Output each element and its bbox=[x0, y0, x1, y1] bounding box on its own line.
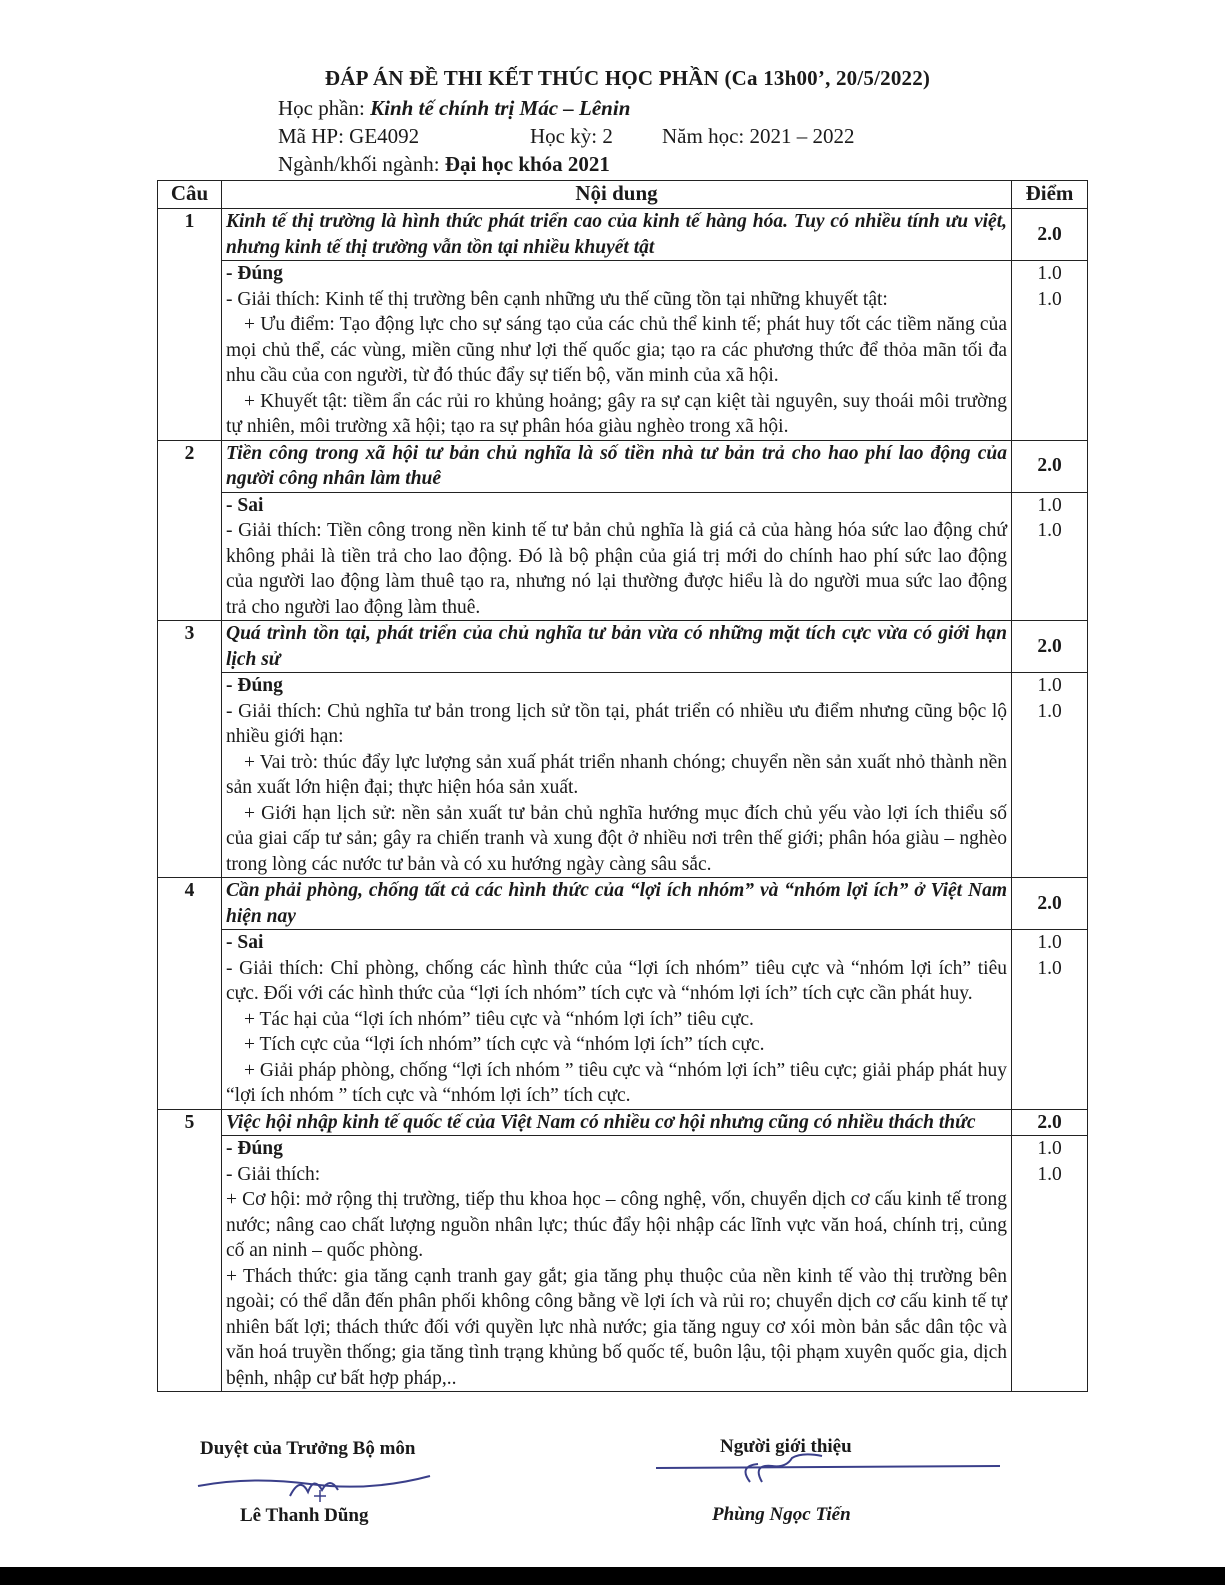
explain-points: 1.0 bbox=[1037, 957, 1062, 979]
question-row bbox=[158, 1109, 1088, 1136]
header-content: Nội dung bbox=[222, 181, 1012, 209]
question-statement: Cần phải phòng, chống tất cả các hình thức của “lợi ích nhóm” và “nhóm lợi ích” ở Việt Nam hiện nay bbox=[222, 878, 1012, 930]
answer-table bbox=[157, 180, 1088, 1392]
explain-points: 1.0 bbox=[1037, 520, 1062, 541]
answer-verdict: - Đúng bbox=[226, 675, 283, 696]
right-signature-name: Phùng Ngọc Tiến bbox=[712, 1504, 851, 1525]
answer-line: + Giới hạn lịch sử: nền sản xuất tư bản chủ nghĩa hướng mục đích chủ yếu vào lợi ích thiểu số của giai cấp tư sản; gây ra chiến tranh và xung đột ở nhiều nơi trên thế giới; phân hóa giàu – nghèo trong lòng các nước tư bản và có xu hướng ngày càng sâu sắc. bbox=[226, 802, 1007, 875]
answer-line: + Tác hại của “lợi ích nhóm” tiêu cực và “nhóm lợi ích” tiêu cực. bbox=[244, 1008, 754, 1030]
answer-row bbox=[158, 261, 1088, 441]
verdict-points: 1.0 bbox=[1037, 494, 1062, 516]
answer-points bbox=[1012, 1136, 1088, 1392]
scan-bottom-border bbox=[0, 1567, 1225, 1585]
verdict-points: 1.0 bbox=[1037, 1138, 1062, 1159]
question-statement: Tiền công trong xã hội tư bản chủ nghĩa là số tiền nhà tư bản trả cho hao phí lao động của người công nhân làm thuê bbox=[222, 440, 1012, 492]
right-signature-icon bbox=[650, 1452, 1010, 1492]
question-statement: Quá trình tồn tại, phát triển của chủ nghĩa tư bản vừa có những mặt tích cực vừa có giới hạn lịch sử bbox=[222, 621, 1012, 673]
question-number: 5 bbox=[158, 1109, 222, 1136]
question-number: 3 bbox=[158, 621, 222, 673]
answer-body bbox=[222, 673, 1012, 878]
answer-verdict: - Đúng bbox=[226, 1138, 283, 1159]
verdict-points: 1.0 bbox=[1037, 675, 1062, 696]
answer-line: + Vai trò: thúc đẩy lực lượng sản xuấ phát triển nhanh chóng; chuyển nền sản xuất nhỏ thành nền sản xuất lớn hiện đại; thực hiện hóa sản xuất. bbox=[226, 751, 1007, 798]
semester: Học kỳ: 2 bbox=[530, 124, 613, 148]
major-line bbox=[278, 152, 610, 177]
header-question: Câu bbox=[158, 181, 222, 209]
course-line bbox=[278, 96, 630, 121]
answer-points bbox=[1012, 673, 1088, 878]
answer-line: + Tích cực của “lợi ích nhóm” tích cực và “nhóm lợi ích” tích cực. bbox=[244, 1034, 765, 1055]
answer-points bbox=[1012, 930, 1088, 1110]
explain-points: 1.0 bbox=[1037, 288, 1062, 310]
answer-body bbox=[222, 492, 1012, 621]
document-title: ĐÁP ÁN ĐỀ THI KẾT THÚC HỌC PHẦN (Ca 13h00’, 20/5/2022) bbox=[324, 66, 931, 90]
answer-points bbox=[1012, 261, 1088, 441]
answer-line: - Giải thích: bbox=[226, 1163, 321, 1185]
question-total-points: 2.0 bbox=[1012, 878, 1088, 930]
answer-body bbox=[222, 261, 1012, 441]
question-total-points: 2.0 bbox=[1012, 209, 1088, 261]
question-row bbox=[158, 878, 1088, 930]
question-statement: Việc hội nhập kinh tế quốc tế của Việt Nam có nhiều cơ hội nhưng cũng có nhiều thách thức bbox=[222, 1109, 1012, 1136]
question-row bbox=[158, 440, 1088, 492]
left-signature-icon bbox=[190, 1462, 440, 1506]
verdict-points: 1.0 bbox=[1037, 263, 1062, 284]
question-number: 4 bbox=[158, 878, 222, 930]
table-header-row bbox=[158, 181, 1088, 209]
verdict-points: 1.0 bbox=[1037, 932, 1062, 953]
answer-body bbox=[222, 1136, 1012, 1392]
answer-line: + Ưu điểm: Tạo động lực cho sự sáng tạo của các chủ thể kinh tế; phát huy tốt các tiềm năng của mọi chủ thể, các vùng, miền cũng như lợi thế quốc gia; tạo ra các phương thức để thỏa mãn tối đa nhu cầu của con người, từ đó thúc đẩy sự tiến bộ, văn minh của xã hội. bbox=[226, 314, 1007, 386]
question-number: 2 bbox=[158, 440, 222, 492]
question-total-points: 2.0 bbox=[1012, 621, 1088, 673]
answer-points bbox=[1012, 492, 1088, 621]
code-line bbox=[278, 124, 978, 149]
answer-line: + Giải pháp phòng, chống “lợi ích nhóm ” tiêu cực và “nhóm lợi ích” tiêu cực; giải pháp phát huy “lợi ích nhóm ” tích cực và “nhóm lợi ích” tích cực. bbox=[226, 1059, 1007, 1106]
answer-line: - Giải thích: Chủ nghĩa tư bản trong lịch sử tồn tại, phát triển có nhiều ưu điểm nhưng cũng bộc lộ nhiều giới hạn: bbox=[226, 700, 1007, 747]
answer-line: + Cơ hội: mở rộng thị trường, tiếp thu khoa học – công nghệ, vốn, chuyển dịch cơ cấu kinh tế trong nước; nâng cao chất lượng nguồn nhân lực; thúc đẩy hội nhập các lĩnh vực văn hoá, chính trị, củng cố an ninh – quốc phòng. bbox=[226, 1189, 1007, 1261]
answer-line: - Giải thích: Chỉ phòng, chống các hình thức của “lợi ích nhóm” tiêu cực và “nhóm lợi ích” tiêu cực. Đối với các hình thức của “lợi ích nhóm” tích cực và “nhóm lợi ích” tích cực cần phát huy. bbox=[226, 957, 1007, 1004]
left-signature-name: Lê Thanh Dũng bbox=[240, 1505, 369, 1526]
answer-line: + Thách thức: gia tăng cạnh tranh gay gắt; gia tăng phụ thuộc của nền kinh tế vào thị trường bên ngoài; có thể dẫn đến phân phối không công bằng về lợi ích và rủi ro; chuyển dịch cơ cấu kinh tế tự nhiên bất lợi; thách thức đối với quyền lực nhà nước; gia tăng nguy cơ xói mòn bản sắc dân tộc và văn hoá truyền thống; gia tăng tình trạng khủng bố quốc tế, buôn lậu, tội phạm xuyên quốc gia, dịch bệnh, nhập cư bất hợp pháp,.. bbox=[226, 1265, 1007, 1389]
course-code: Mã HP: GE4092 bbox=[278, 124, 420, 148]
school-year: Năm học: 2021 – 2022 bbox=[662, 124, 855, 148]
course-name: Kinh tế chính trị Mác – Lênin bbox=[370, 96, 631, 120]
answer-row bbox=[158, 673, 1088, 878]
answer-row bbox=[158, 492, 1088, 621]
question-row bbox=[158, 209, 1088, 261]
course-label: Học phần: bbox=[278, 96, 371, 120]
answer-line: - Giải thích: Kinh tế thị trường bên cạnh những ưu thế cũng tồn tại những khuyết tật: bbox=[226, 288, 888, 310]
question-number: 1 bbox=[158, 209, 222, 261]
answer-row bbox=[158, 1136, 1088, 1392]
left-signature-title: Duyệt của Trưởng Bộ môn bbox=[200, 1438, 416, 1459]
major-label: Ngành/khối ngành: bbox=[278, 152, 445, 176]
explain-points: 1.0 bbox=[1037, 700, 1062, 722]
question-total-points: 2.0 bbox=[1012, 1109, 1088, 1136]
right-signature-title: Người giới thiệu bbox=[720, 1436, 852, 1457]
header-points: Điểm bbox=[1012, 181, 1088, 209]
answer-verdict: - Đúng bbox=[226, 263, 283, 284]
answer-line: - Giải thích: Tiền công trong nền kinh tế tư bản chủ nghĩa là giá cả của hàng hóa sức lao động chứ không phải là tiền trả cho lao động. Đó là bộ phận của giá trị mới do chính hao phí sức lao động của người lao động làm thuê tạo ra, nhưng nó lại thường được hiểu là do người mua sức lao động trả cho người lao động làm thuê. bbox=[226, 520, 1007, 618]
question-total-points: 2.0 bbox=[1012, 440, 1088, 492]
question-statement: Kinh tế thị trường là hình thức phát triển cao của kinh tế hàng hóa. Tuy có nhiều tính ưu việt, nhưng kinh tế thị trường vẫn tồn tại nhiều khuyết tật bbox=[222, 209, 1012, 261]
question-row bbox=[158, 621, 1088, 673]
major-value: Đại học khóa 2021 bbox=[444, 152, 610, 176]
document-header bbox=[0, 66, 1225, 91]
answer-line: + Khuyết tật: tiềm ẩn các rủi ro khủng hoảng; gây ra sự cạn kiệt tài nguyên, suy thoái môi trường tự nhiên, môi trường xã hội; tạo ra sự phân hóa giàu nghèo trong xã hội. bbox=[226, 390, 1007, 437]
answer-verdict: - Sai bbox=[226, 494, 264, 516]
answer-verdict: - Sai bbox=[226, 932, 264, 953]
explain-points: 1.0 bbox=[1037, 1163, 1062, 1185]
answer-row bbox=[158, 930, 1088, 1110]
answer-body bbox=[222, 930, 1012, 1110]
